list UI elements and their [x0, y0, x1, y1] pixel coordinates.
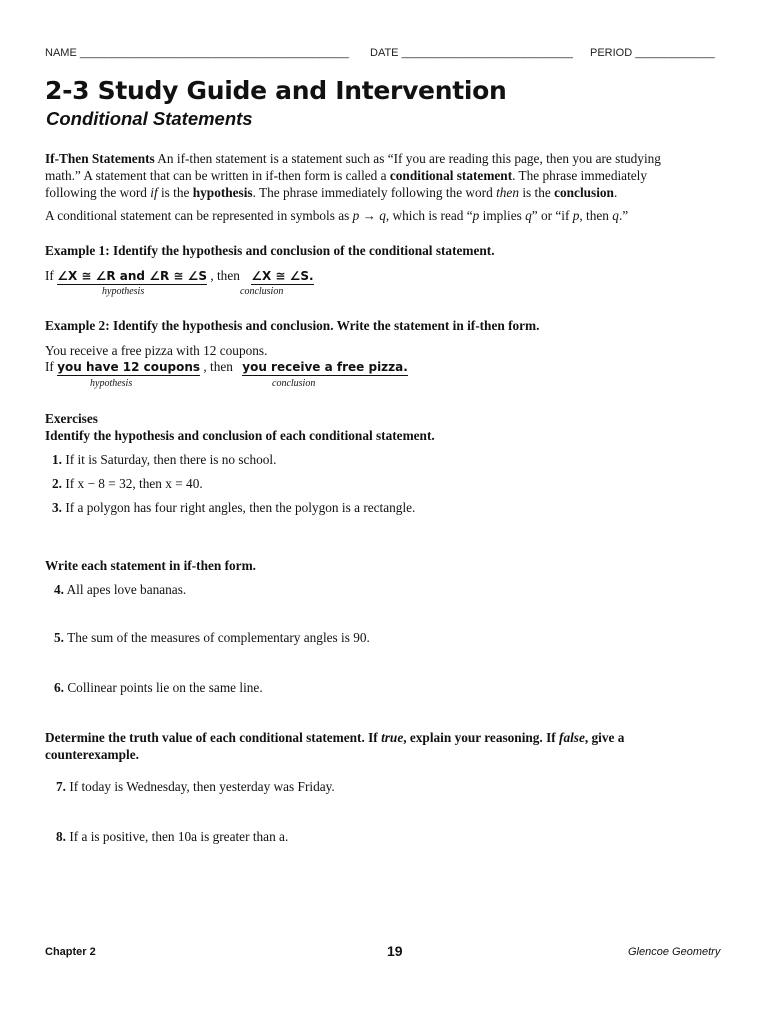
intro-line-2 — [45, 167, 735, 184]
exercise-item — [56, 778, 335, 795]
exercises-instruction-1: Identify the hypothesis and conclusion of each conditional statement. — [45, 428, 435, 443]
exercises-instruction-3 — [45, 729, 735, 763]
exercise-item — [52, 499, 415, 516]
exercise-text: If a polygon has four right angles, then the polygon is a rectangle. — [65, 500, 416, 515]
exercise-text: If today is Wednesday, then yesterday was Friday. — [69, 779, 335, 794]
term-conclusion: conclusion — [554, 185, 614, 200]
exercise-number: 7. — [56, 779, 66, 794]
term-hypothesis: hypothesis — [192, 185, 253, 200]
example-2-if: If — [45, 359, 58, 374]
page-title: 2-3 Study Guide and Intervention — [45, 76, 507, 105]
period-field-label: PERIOD _____________ — [590, 47, 715, 59]
symbols-d: p — [472, 208, 480, 223]
footer-page-number: 19 — [387, 943, 403, 959]
page-subtitle: Conditional Statements — [46, 108, 253, 129]
term-conditional-statement: conditional statement — [389, 168, 513, 183]
symbols-e: implies — [479, 208, 526, 223]
symbols-h: p — [572, 208, 580, 223]
example-2-hypothesis-caption: hypothesis — [90, 378, 133, 389]
intro-line-3a: following the word — [45, 185, 151, 200]
date-field-label: DATE ____________________________ — [370, 47, 573, 59]
exercise-number: 2. — [52, 476, 62, 491]
instruction-3-line-2: counterexample. — [45, 747, 139, 762]
exercises-heading: Exercises — [45, 411, 98, 426]
symbols-c: , which is read “ — [385, 208, 473, 223]
word-then: then — [496, 185, 519, 200]
instruction-3a: Determine the truth value of each conditional statement. If — [45, 730, 382, 745]
exercise-item — [54, 679, 263, 696]
footer-book-title: Glencoe Geometry — [628, 946, 721, 958]
exercise-text: If x − 8 = 32, then x = 40. — [65, 476, 203, 491]
exercise-number: 1. — [52, 452, 62, 467]
example-1-conclusion: ∠X ≅ ∠S. — [251, 269, 314, 283]
instruction-3c: , explain your reasoning. If — [403, 730, 560, 745]
intro-line-2a: math.” A statement that can be written in if-then form is called a — [45, 168, 390, 183]
intro-line-3e: . The phrase immediately following the word — [252, 185, 497, 200]
exercise-number: 6. — [54, 680, 64, 695]
symbols-sentence — [45, 207, 735, 224]
intro-line-3g: is the — [519, 185, 555, 200]
exercise-number: 3. — [52, 500, 62, 515]
example-2-statement: You receive a free pizza with 12 coupons. — [45, 343, 268, 358]
exercise-number: 4. — [54, 582, 64, 597]
intro-line-1 — [45, 150, 735, 167]
exercise-text: All apes love bananas. — [66, 582, 187, 597]
intro-line-3 — [45, 184, 735, 201]
exercise-item — [54, 581, 186, 598]
example-2-conclusion: you receive a free pizza. — [242, 360, 408, 374]
word-false: false — [559, 730, 585, 745]
example-1-conclusion-caption: conclusion — [240, 286, 284, 297]
exercises-instruction-2: Write each statement in if-then form. — [45, 558, 256, 573]
word-true: true — [381, 730, 404, 745]
example-2-then: , then — [200, 359, 237, 374]
example-1-hypothesis: ∠X ≅ ∠R and ∠R ≅ ∠S — [57, 269, 207, 283]
symbols-f: q — [525, 208, 532, 223]
intro-paragraph — [45, 150, 735, 201]
symbols-j: q — [612, 208, 619, 223]
name-field-label: NAME ____________________________________________ — [45, 47, 350, 59]
intro-line-2c: . The phrase immediately — [512, 168, 648, 183]
exercise-text: Collinear points lie on the same line. — [67, 680, 263, 695]
intro-line-3c: is the — [157, 185, 193, 200]
example-1-then: , then — [207, 268, 244, 283]
instruction-3-line-1 — [45, 729, 735, 746]
example-2-conclusion-caption: conclusion — [272, 378, 316, 389]
symbols-k: .” — [618, 208, 629, 223]
exercise-item — [54, 629, 370, 646]
example-1-statement — [45, 267, 314, 285]
exercise-item — [52, 475, 203, 492]
exercise-number: 8. — [56, 829, 66, 844]
instruction-3e: , give a — [584, 730, 625, 745]
exercise-text: The sum of the measures of complementary angles is 90. — [67, 630, 370, 645]
intro-line-3i: . — [613, 185, 618, 200]
example-2-hypothesis: you have 12 coupons — [57, 360, 201, 374]
example-2-ifthen — [45, 358, 408, 376]
example-2-heading: Example 2: Identify the hypothesis and conclusion. Write the statement in if-then form. — [45, 318, 540, 333]
exercise-text: If a is positive, then 10a is greater than a. — [69, 829, 289, 844]
footer-chapter: Chapter 2 — [45, 946, 96, 958]
symbols-i: , then — [579, 208, 613, 223]
exercise-text: If it is Saturday, then there is no school. — [65, 452, 277, 467]
symbols-g: ” or “if — [531, 208, 573, 223]
symbol-p-implies-q: p → q — [352, 208, 386, 223]
exercise-number: 5. — [54, 630, 64, 645]
word-if: if — [150, 185, 158, 200]
intro-line-1-text: An if-then statement is a statement such as “If you are reading this page, then you are studying — [154, 151, 661, 166]
exercise-item — [52, 451, 276, 468]
exercise-item — [56, 828, 288, 845]
intro-heading: If-Then Statements — [45, 151, 155, 166]
example-1-heading: Example 1: Identify the hypothesis and conclusion of the conditional statement. — [45, 243, 495, 258]
example-1-hypothesis-caption: hypothesis — [102, 286, 145, 297]
symbols-a: A conditional statement can be represented in symbols as — [45, 208, 353, 223]
example-1-if: If — [45, 268, 58, 283]
